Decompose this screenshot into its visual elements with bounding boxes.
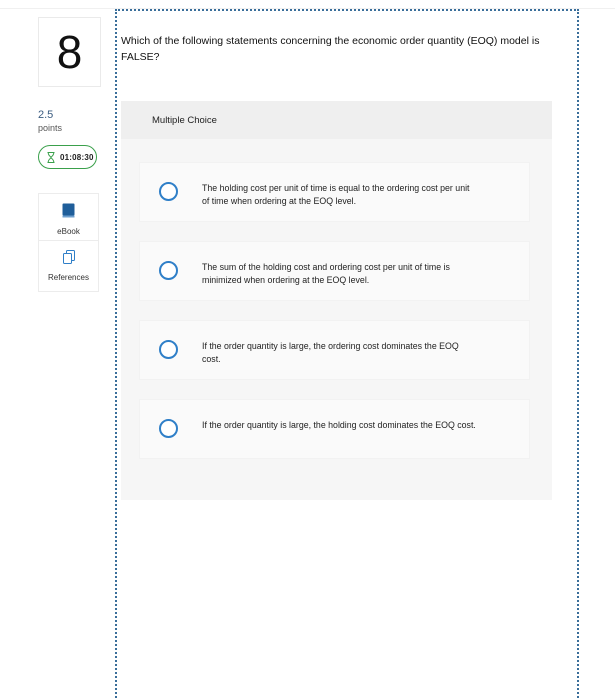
book-icon	[62, 203, 75, 223]
answer-option[interactable]	[139, 162, 530, 222]
ebook-label: eBook	[57, 227, 80, 236]
points-value: 2.5	[38, 109, 54, 121]
question-number-box	[38, 17, 101, 87]
references-label: References	[48, 273, 89, 282]
answer-option[interactable]	[139, 241, 530, 301]
timer-text: 01:08:30	[60, 152, 94, 162]
hourglass-icon	[47, 152, 55, 163]
radio-button[interactable]	[159, 340, 178, 359]
question-number: 8	[56, 26, 83, 78]
answer-option-text: The holding cost per unit of time is equal to the ordering cost per unit of time when ordering at the EOQ level.	[202, 183, 470, 206]
copy-icon	[63, 250, 75, 269]
points-label: points	[38, 123, 63, 133]
radio-button[interactable]	[159, 419, 178, 438]
timer-badge[interactable]	[38, 145, 97, 169]
answer-option[interactable]	[139, 320, 530, 380]
answer-option-text: If the order quantity is large, the ordering cost dominates the EOQ cost.	[202, 341, 459, 364]
multiple-choice-title: Multiple Choice	[152, 115, 217, 126]
references-button[interactable]	[38, 240, 99, 292]
ebook-button[interactable]	[38, 193, 99, 240]
answer-option[interactable]	[139, 399, 530, 459]
question-text: Which of the following statements concerning the economic order quantity (EOQ) model is FALSE?	[121, 35, 540, 63]
multiple-choice-header	[121, 101, 552, 139]
answer-option-text: If the order quantity is large, the holding cost dominates the EOQ cost.	[202, 420, 476, 430]
radio-button[interactable]	[159, 182, 178, 201]
answer-option-text: The sum of the holding cost and ordering cost per unit of time is minimized when ordering at the EOQ level.	[202, 262, 450, 285]
radio-button[interactable]	[159, 261, 178, 280]
multiple-choice-panel	[121, 101, 552, 500]
